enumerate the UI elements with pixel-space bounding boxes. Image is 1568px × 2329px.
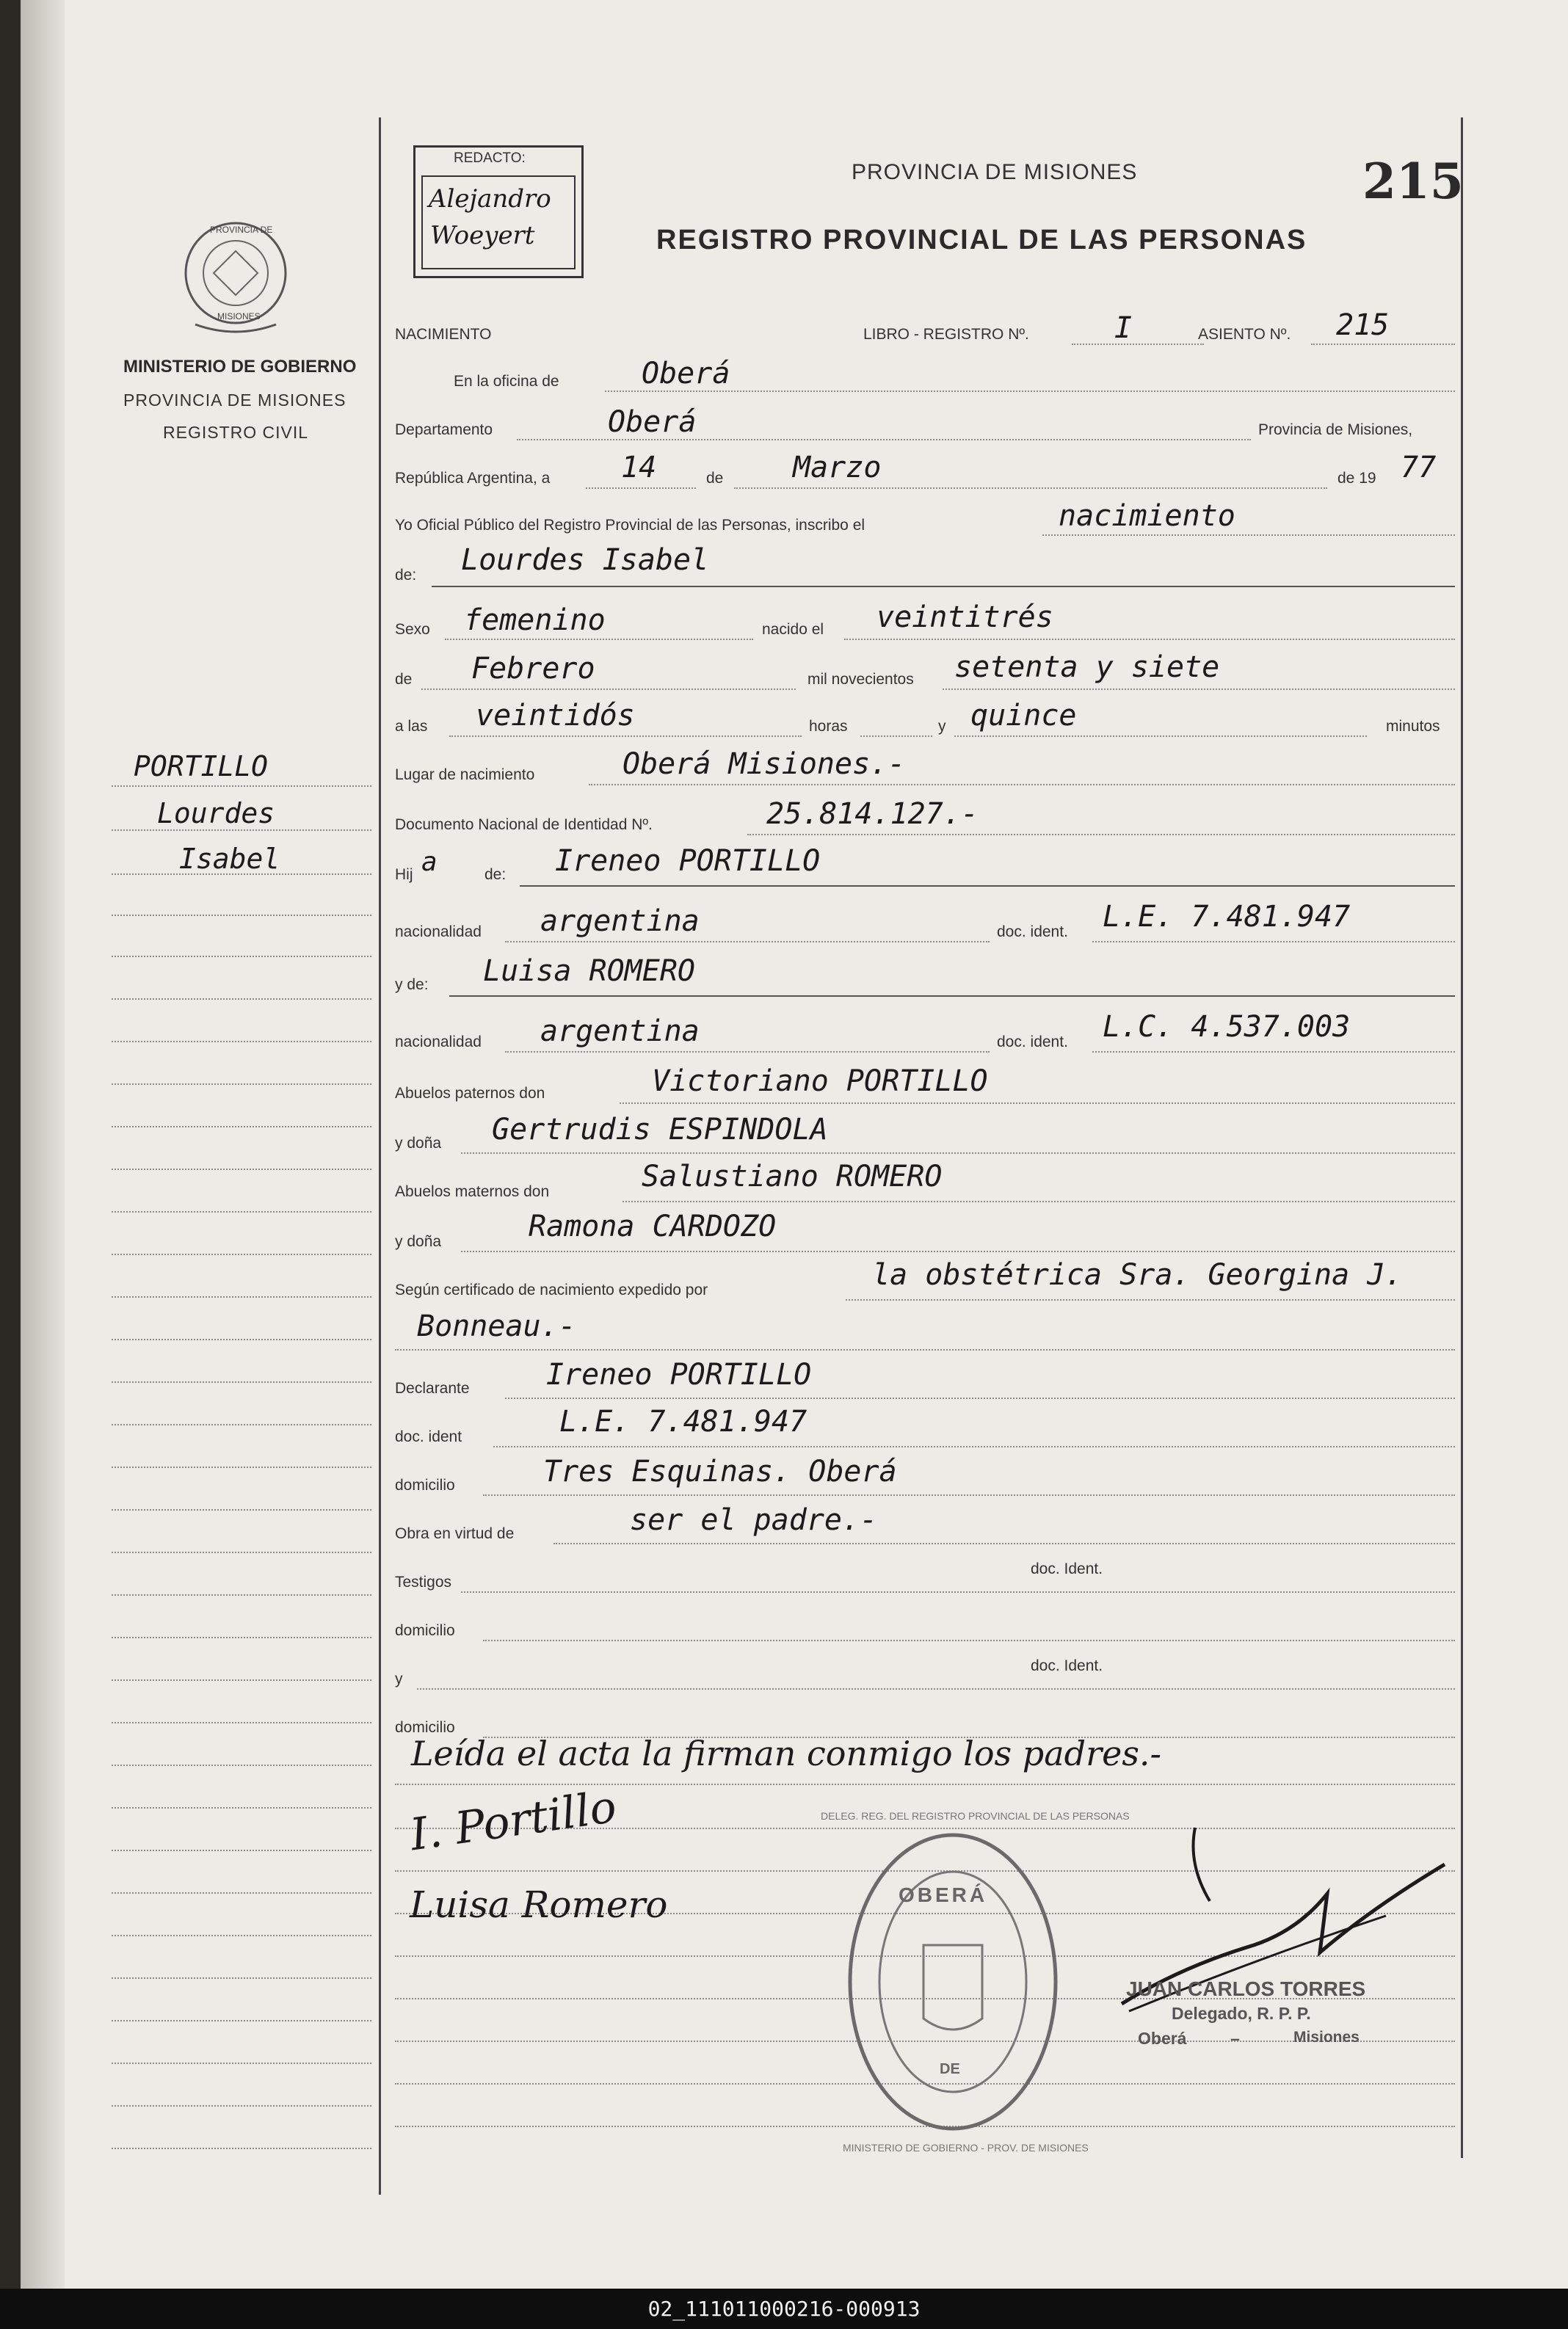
dni-value: 25.814.127.- [766, 797, 979, 831]
y2-label: y [395, 1671, 403, 1687]
docident1-label: doc. Ident. [1031, 1560, 1103, 1577]
seal-bottom-text: MISIONES [217, 311, 261, 321]
horas-label: horas [809, 718, 848, 735]
dni-label: Documento Nacional de Identidad Nº. [395, 816, 653, 833]
abm2-value: Ramona CARDOZO [529, 1210, 777, 1243]
margin-surname: PORTILLO [134, 750, 269, 782]
official-province: Misiones [1293, 2029, 1360, 2046]
docid-value: L.E. 7.481.947 [559, 1405, 807, 1439]
nacido-label: nacido el [762, 621, 824, 638]
domicilio-value: Tres Esquinas. Oberá [543, 1455, 897, 1489]
lugar-label: Lugar de nacimiento [395, 766, 535, 783]
obra-label: Obra en virtud de [395, 1525, 515, 1542]
official-city: Oberá [1138, 2029, 1187, 2048]
nac-madre-value: argentina [540, 1014, 700, 1048]
domicilio2-label: domicilio [395, 1622, 455, 1639]
stamp-center: DE [940, 2061, 960, 2077]
registry-title: REGISTRO PROVINCIAL DE LAS PERSONAS [656, 225, 1307, 255]
abp-label: Abuelos paternos don [395, 1085, 545, 1102]
hora-value: veintidós [476, 699, 635, 733]
redacto-name-1: Alejandro [429, 184, 551, 214]
margin-firstname: Lourdes [157, 797, 275, 829]
province-heading: PROVINCIA DE MISIONES [852, 160, 1138, 184]
republica-label: República Argentina, a [395, 470, 551, 487]
nacimiento-label: NACIMIENTO [395, 326, 492, 343]
anio-nac-value: setenta y siete [954, 650, 1220, 684]
scan-code: 02_111011000216-000913 [647, 2297, 921, 2321]
departamento-label: Departamento [395, 421, 493, 438]
padre-value: Ireneo PORTILLO [555, 844, 821, 878]
form-left-border [379, 117, 381, 2195]
scan-footer [0, 2289, 1568, 2329]
madre-value: Luisa ROMERO [483, 954, 695, 988]
testigos-label: Testigos [395, 1574, 452, 1591]
stamp-city: OBERÁ [899, 1883, 988, 1906]
abm-value: Salustiano ROMERO [642, 1160, 943, 1193]
document-page [21, 0, 1568, 2289]
redacto-box [413, 145, 584, 278]
alas-label: a las [395, 718, 428, 735]
min-value: quince [970, 699, 1077, 733]
obra-value: ser el padre.- [630, 1503, 878, 1537]
sexo-label: Sexo [395, 621, 430, 638]
abm-label: Abuelos maternos don [395, 1183, 550, 1200]
cert-label: Según certificado de nacimiento expedido por [395, 1282, 708, 1298]
abp-value: Victoriano PORTILLO [652, 1064, 988, 1098]
ydona2-label: y doña [395, 1233, 442, 1250]
domicilio3-label: domicilio [395, 1719, 455, 1736]
doc-padre-value: L.E. 7.481.947 [1103, 900, 1351, 934]
nac-padre-label: nacionalidad [395, 923, 482, 940]
page-number: 215 [1362, 153, 1464, 210]
nac-padre-value: argentina [540, 904, 700, 938]
docident2-label: doc. Ident. [1031, 1657, 1103, 1674]
ydona1-label: y doña [395, 1135, 442, 1152]
de2-label: de: [395, 567, 417, 584]
signature-father: I. Portillo [407, 1781, 620, 1861]
anio-label: de 19 [1337, 470, 1376, 487]
closing-statement: Leída el acta la firman conmigo los padres.- [411, 1734, 1162, 1773]
nacido-value: veintitrés [876, 600, 1053, 634]
departamento-value: Oberá [608, 405, 697, 439]
doc-madre-value: L.C. 4.537.003 [1103, 1010, 1351, 1044]
redacto-name-2: Woeyert [430, 221, 535, 250]
form-right-border [1461, 117, 1463, 2158]
oficina-label: En la oficina de [454, 373, 559, 390]
lugar-value: Oberá Misiones.- [623, 747, 906, 781]
sexo-value: femenino [464, 603, 606, 637]
stamp-ring-text: DELEG. REG. DEL REGISTRO PROVINCIAL DE LAS PERSONAS [821, 1810, 1130, 1822]
ministry-registry: REGISTRO CIVIL [163, 423, 309, 442]
declarante-value: Ireneo PORTILLO [546, 1358, 812, 1392]
docid-label: doc. ident [395, 1428, 462, 1445]
stamp-bottom-text: MINISTERIO DE GOBIERNO - PROV. DE MISIONES [843, 2142, 1089, 2154]
yo-value: nacimiento [1059, 499, 1235, 533]
doc-padre-label: doc. ident. [997, 923, 1068, 940]
oficina-value: Oberá [642, 357, 730, 390]
redacto-inner-box [421, 175, 576, 269]
anio-value: 77 [1401, 451, 1437, 484]
nombre-value: Lourdes Isabel [461, 543, 709, 577]
minutos-label: minutos [1386, 718, 1440, 735]
ministry-province: PROVINCIA DE MISIONES [123, 390, 346, 410]
de3-label: de [395, 671, 413, 688]
cert-value: la obstétrica Sra. Georgina J. [872, 1258, 1403, 1292]
ministry-name: MINISTERIO DE GOBIERNO [123, 357, 357, 377]
y-label: y [938, 718, 946, 735]
hij-label: Hij [395, 866, 413, 883]
margin-middlename: Isabel [179, 843, 280, 875]
doc-madre-label: doc. ident. [997, 1033, 1068, 1050]
asiento-value: 215 [1336, 308, 1390, 342]
signature-mother: Luisa Romero [410, 1883, 668, 1926]
abp2-value: Gertrudis ESPINDOLA [492, 1113, 828, 1147]
cert-value-2: Bonneau.- [417, 1309, 576, 1343]
official-role: Delegado, R. P. P. [1172, 2004, 1311, 2023]
de4-label: de: [484, 866, 507, 883]
asiento-label: ASIENTO Nº. [1198, 326, 1291, 343]
yo-label: Yo Oficial Público del Registro Provincial de las Personas, inscribo el [395, 517, 865, 534]
official-dash: – [1230, 2029, 1240, 2048]
mes-value: Marzo [793, 451, 882, 484]
official-name: JUAN CARLOS TORRES [1126, 1977, 1366, 2000]
declarante-label: Declarante [395, 1380, 470, 1397]
hij-value: a [421, 847, 438, 877]
libro-value: I [1114, 311, 1133, 345]
dia-value: 14 [621, 451, 657, 484]
redacto-label: REDACTO: [454, 150, 526, 166]
provincia-label: Provincia de Misiones, [1258, 421, 1413, 438]
de-label: de [706, 470, 724, 487]
mil-label: mil novecientos [807, 671, 914, 688]
yde-label: y de: [395, 976, 429, 993]
nac-madre-label: nacionalidad [395, 1033, 482, 1050]
domicilio-label: domicilio [395, 1477, 455, 1494]
mes-nac-value: Febrero [471, 652, 595, 686]
seal-top-text: PROVINCIA DE [210, 225, 273, 235]
libro-label: LIBRO - REGISTRO Nº. [863, 326, 1029, 343]
